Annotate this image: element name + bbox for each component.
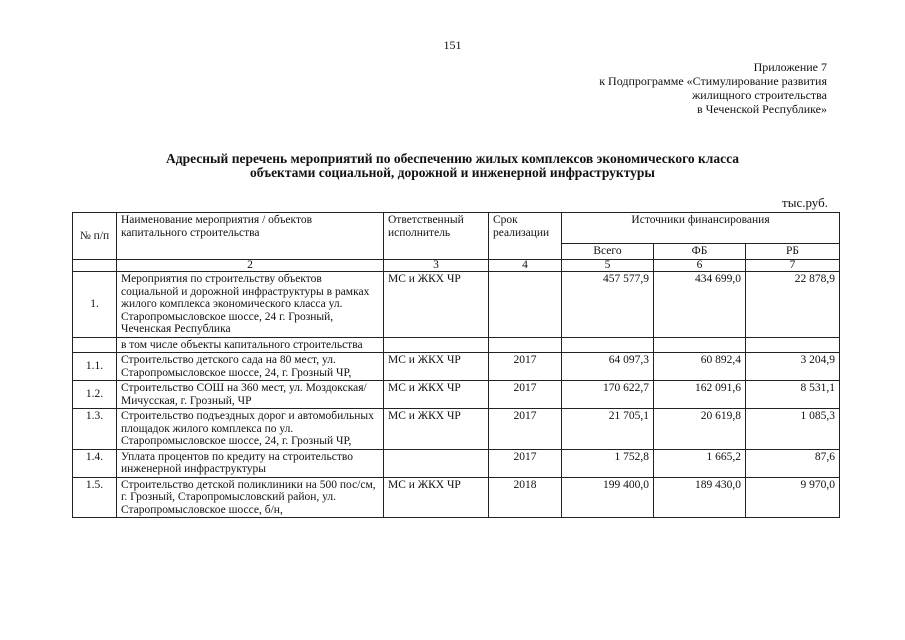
colnum-empty — [73, 260, 117, 272]
row-term: 2018 — [489, 477, 562, 518]
row-name: Строительство подъездных дорог и автомобильных площадок жилого комплекса по ул. Старопромысловское шоссе, 24, г. Грозный ЧР, — [117, 409, 384, 450]
title-line-1: Адресный перечень мероприятий по обеспечению жилых комплексов экономического класса — [166, 151, 739, 166]
header-num: № п/п — [73, 213, 117, 260]
header-fb: ФБ — [654, 244, 746, 260]
row-total: 64 097,3 — [562, 353, 654, 381]
including-empty — [73, 337, 117, 353]
row-num: 1.2. — [73, 381, 117, 409]
row-fb: 162 091,6 — [654, 381, 746, 409]
row-fb: 60 892,4 — [654, 353, 746, 381]
row-num: 1.1. — [73, 353, 117, 381]
including-empty — [654, 337, 746, 353]
appendix-note — [487, 60, 827, 116]
row-num: 1.3. — [73, 409, 117, 450]
row-name: Мероприятия по строительству объектов социальной и дорожной инфраструктуры в рамках жилого комплекса экономического класса ул. Старопромысловское шоссе, 24 г. Грозный, Чеченская Республика — [117, 272, 384, 338]
row-num: 1. — [73, 272, 117, 338]
row-fb: 20 619,8 — [654, 409, 746, 450]
header-name: Наименование мероприятия / объектов капитального строительства — [117, 213, 384, 260]
row-name: Строительство детской поликлиники на 500 пос/см, г. Грозный, Старопромысловский район, ул. Старопромысловское шоссе, б/н, — [117, 477, 384, 518]
row-rb: 3 204,9 — [746, 353, 840, 381]
table-row — [73, 477, 840, 518]
appendix-line-3: жилищного строительства — [692, 88, 827, 102]
title-line-2: объектами социальной, дорожной и инженерной инфраструктуры — [250, 165, 655, 180]
header-term: Срок реализации — [489, 213, 562, 260]
row-executor: МС и ЖКХ ЧР — [384, 353, 489, 381]
row-total: 170 622,7 — [562, 381, 654, 409]
table-row — [73, 353, 840, 381]
row-fb: 1 665,2 — [654, 449, 746, 477]
including-row — [73, 337, 840, 353]
table-row — [73, 449, 840, 477]
row-name: Строительство детского сада на 80 мест, ул. Старопромысловское шоссе, 24, г. Грозный ЧР, — [117, 353, 384, 381]
table-row — [73, 381, 840, 409]
row-term: 2017 — [489, 449, 562, 477]
including-empty — [489, 337, 562, 353]
colnum: 7 — [746, 260, 840, 272]
row-total: 199 400,0 — [562, 477, 654, 518]
row-rb: 87,6 — [746, 449, 840, 477]
row-total: 21 705,1 — [562, 409, 654, 450]
header-executor: Ответственный исполнитель — [384, 213, 489, 260]
row-term: 2017 — [489, 381, 562, 409]
row-num: 1.4. — [73, 449, 117, 477]
row-name: Строительство СОШ на 360 мест, ул. Моздокская/ Мичусская, г. Грозный, ЧР — [117, 381, 384, 409]
main-row — [73, 272, 840, 338]
row-term: 2017 — [489, 353, 562, 381]
header-total: Всего — [562, 244, 654, 260]
table-row — [73, 409, 840, 450]
header-sources: Источники финансирования — [562, 213, 840, 244]
including-empty — [746, 337, 840, 353]
units-label: тыс.руб. — [782, 195, 828, 210]
colnum: 2 — [117, 260, 384, 272]
column-number-row — [73, 260, 840, 272]
including-empty — [562, 337, 654, 353]
row-rb: 9 970,0 — [746, 477, 840, 518]
row-executor — [384, 449, 489, 477]
header-rb: РБ — [746, 244, 840, 260]
colnum: 4 — [489, 260, 562, 272]
row-name: Уплата процентов по кредиту на строительство инженерной инфраструктуры — [117, 449, 384, 477]
row-rb: 8 531,1 — [746, 381, 840, 409]
appendix-line-2: к Подпрограмме «Стимулирование развития — [599, 74, 827, 88]
row-term — [489, 272, 562, 338]
colnum: 6 — [654, 260, 746, 272]
row-executor: МС и ЖКХ ЧР — [384, 477, 489, 518]
colnum: 3 — [384, 260, 489, 272]
financing-table — [72, 212, 840, 518]
row-rb: 22 878,9 — [746, 272, 840, 338]
row-fb: 189 430,0 — [654, 477, 746, 518]
page-number: 151 — [443, 38, 462, 52]
row-term: 2017 — [489, 409, 562, 450]
row-total: 457 577,9 — [562, 272, 654, 338]
row-executor: МС и ЖКХ ЧР — [384, 381, 489, 409]
row-executor: МС и ЖКХ ЧР — [384, 272, 489, 338]
colnum: 5 — [562, 260, 654, 272]
document-title — [70, 152, 835, 180]
including-label: в том числе объекты капитального строительства — [117, 337, 384, 353]
appendix-line-4: в Чеченской Республике» — [696, 102, 827, 116]
row-rb: 1 085,3 — [746, 409, 840, 450]
row-total: 1 752,8 — [562, 449, 654, 477]
row-fb: 434 699,0 — [654, 272, 746, 338]
including-empty — [384, 337, 489, 353]
row-num: 1.5. — [73, 477, 117, 518]
header-row — [73, 213, 840, 244]
row-executor: МС и ЖКХ ЧР — [384, 409, 489, 450]
appendix-line-1: Приложение 7 — [753, 60, 827, 74]
